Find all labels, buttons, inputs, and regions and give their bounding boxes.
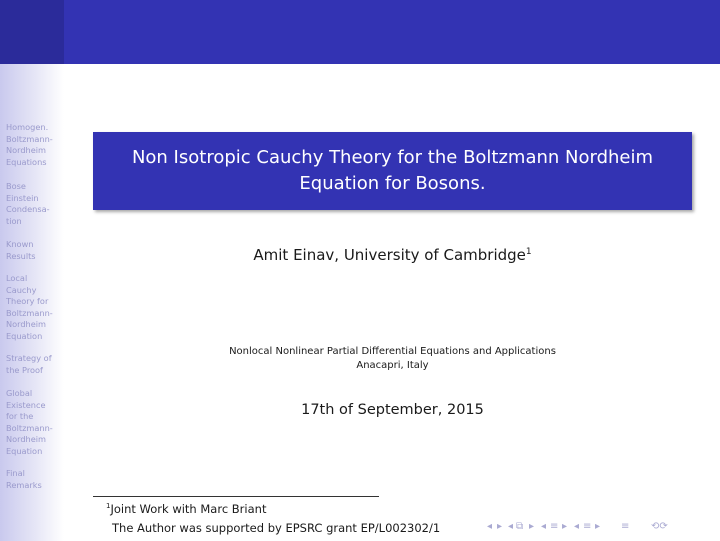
header-corner xyxy=(0,0,64,64)
sidebar-line: Boltzmann- xyxy=(6,133,53,144)
sidebar-line: Condensa- xyxy=(6,204,50,215)
frame-next-icon[interactable]: ▸ xyxy=(529,521,535,532)
sidebar-line: Strategy of xyxy=(6,353,52,363)
frame-prev-icon[interactable]: ◂ xyxy=(508,521,514,532)
sidebar-item-homogen[interactable] xyxy=(6,122,60,168)
sidebar-item-final-remarks[interactable] xyxy=(6,468,60,491)
sidebar-line: Bose xyxy=(6,181,26,191)
author xyxy=(93,246,692,264)
frame-icon: ⧉ xyxy=(516,521,524,532)
sidebar-line: Global xyxy=(6,388,33,398)
sidebar-line: Nordheim xyxy=(6,434,47,445)
title-line-1: Non Isotropic Cauchy Theory for the Boltzmann Nordheim xyxy=(131,147,654,168)
header-bar xyxy=(0,0,720,64)
subsection-icon: ≡ xyxy=(550,521,559,532)
footnote-1 xyxy=(106,502,267,516)
author-name: Amit Einav, University of Cambridge xyxy=(253,246,526,264)
footnote-rule xyxy=(93,496,379,497)
sidebar-line: Homogen. xyxy=(6,122,49,132)
footnote-mark: 1 xyxy=(525,247,532,257)
sidebar-item-bose-einstein[interactable] xyxy=(6,181,60,227)
footnote-2: The Author was supported by EPSRC grant EP/L002302/1 xyxy=(112,521,441,535)
slide-prev-icon[interactable]: ◂ xyxy=(487,521,493,532)
sidebar-line: Theory for xyxy=(6,296,49,307)
sidebar-line: Remarks xyxy=(6,479,42,490)
sidebar-line: for the xyxy=(6,411,34,422)
sidebar-item-known-results[interactable] xyxy=(6,239,60,262)
sidebar-line: Equations xyxy=(6,156,47,167)
sidebar-line: Equation xyxy=(6,445,43,456)
footnote-marker: 1 xyxy=(106,502,111,511)
sidebar-line: Equation xyxy=(6,330,43,341)
title-box xyxy=(93,132,692,210)
title-line-2: Equation for Bosons. xyxy=(299,173,486,194)
section-next-icon[interactable]: ▸ xyxy=(595,521,601,532)
conference xyxy=(93,345,692,373)
sidebar-line: Known xyxy=(6,239,34,249)
subsection-next-icon[interactable]: ▸ xyxy=(562,521,568,532)
appendix-icon[interactable]: ≡ xyxy=(621,521,630,532)
sidebar-line: Nordheim xyxy=(6,145,47,156)
subsection-prev-icon[interactable]: ◂ xyxy=(541,521,547,532)
conference-location: Anacapri, Italy xyxy=(356,360,429,371)
search-icon[interactable]: ⟲⟳ xyxy=(651,521,668,532)
sidebar-line: tion xyxy=(6,215,22,226)
section-prev-icon[interactable]: ◂ xyxy=(574,521,580,532)
sidebar-item-strategy[interactable] xyxy=(6,353,60,376)
sidebar-line: Einstein xyxy=(6,192,39,203)
conference-name: Nonlocal Nonlinear Partial Differential Equations and Applications xyxy=(229,346,556,357)
sidebar-line: Boltzmann- xyxy=(6,307,53,318)
sidebar-item-local-cauchy[interactable] xyxy=(6,273,60,343)
sidebar-line: Existence xyxy=(6,399,46,410)
date: 17th of September, 2015 xyxy=(301,402,484,418)
sidebar-line: Results xyxy=(6,250,36,261)
sidebar-line: Local xyxy=(6,273,28,283)
sidebar-line: Boltzmann- xyxy=(6,422,53,433)
sidebar-line: Nordheim xyxy=(6,319,47,330)
sidebar-line: the Proof xyxy=(6,364,43,375)
sidebar-item-global-existence[interactable] xyxy=(6,388,60,458)
sidebar-line: Cauchy xyxy=(6,284,37,295)
footnote-text: Joint Work with Marc Briant xyxy=(110,502,267,516)
slide-next-icon[interactable]: ▸ xyxy=(497,521,503,532)
section-icon: ≡ xyxy=(583,521,592,532)
sidebar-line: Final xyxy=(6,468,25,478)
